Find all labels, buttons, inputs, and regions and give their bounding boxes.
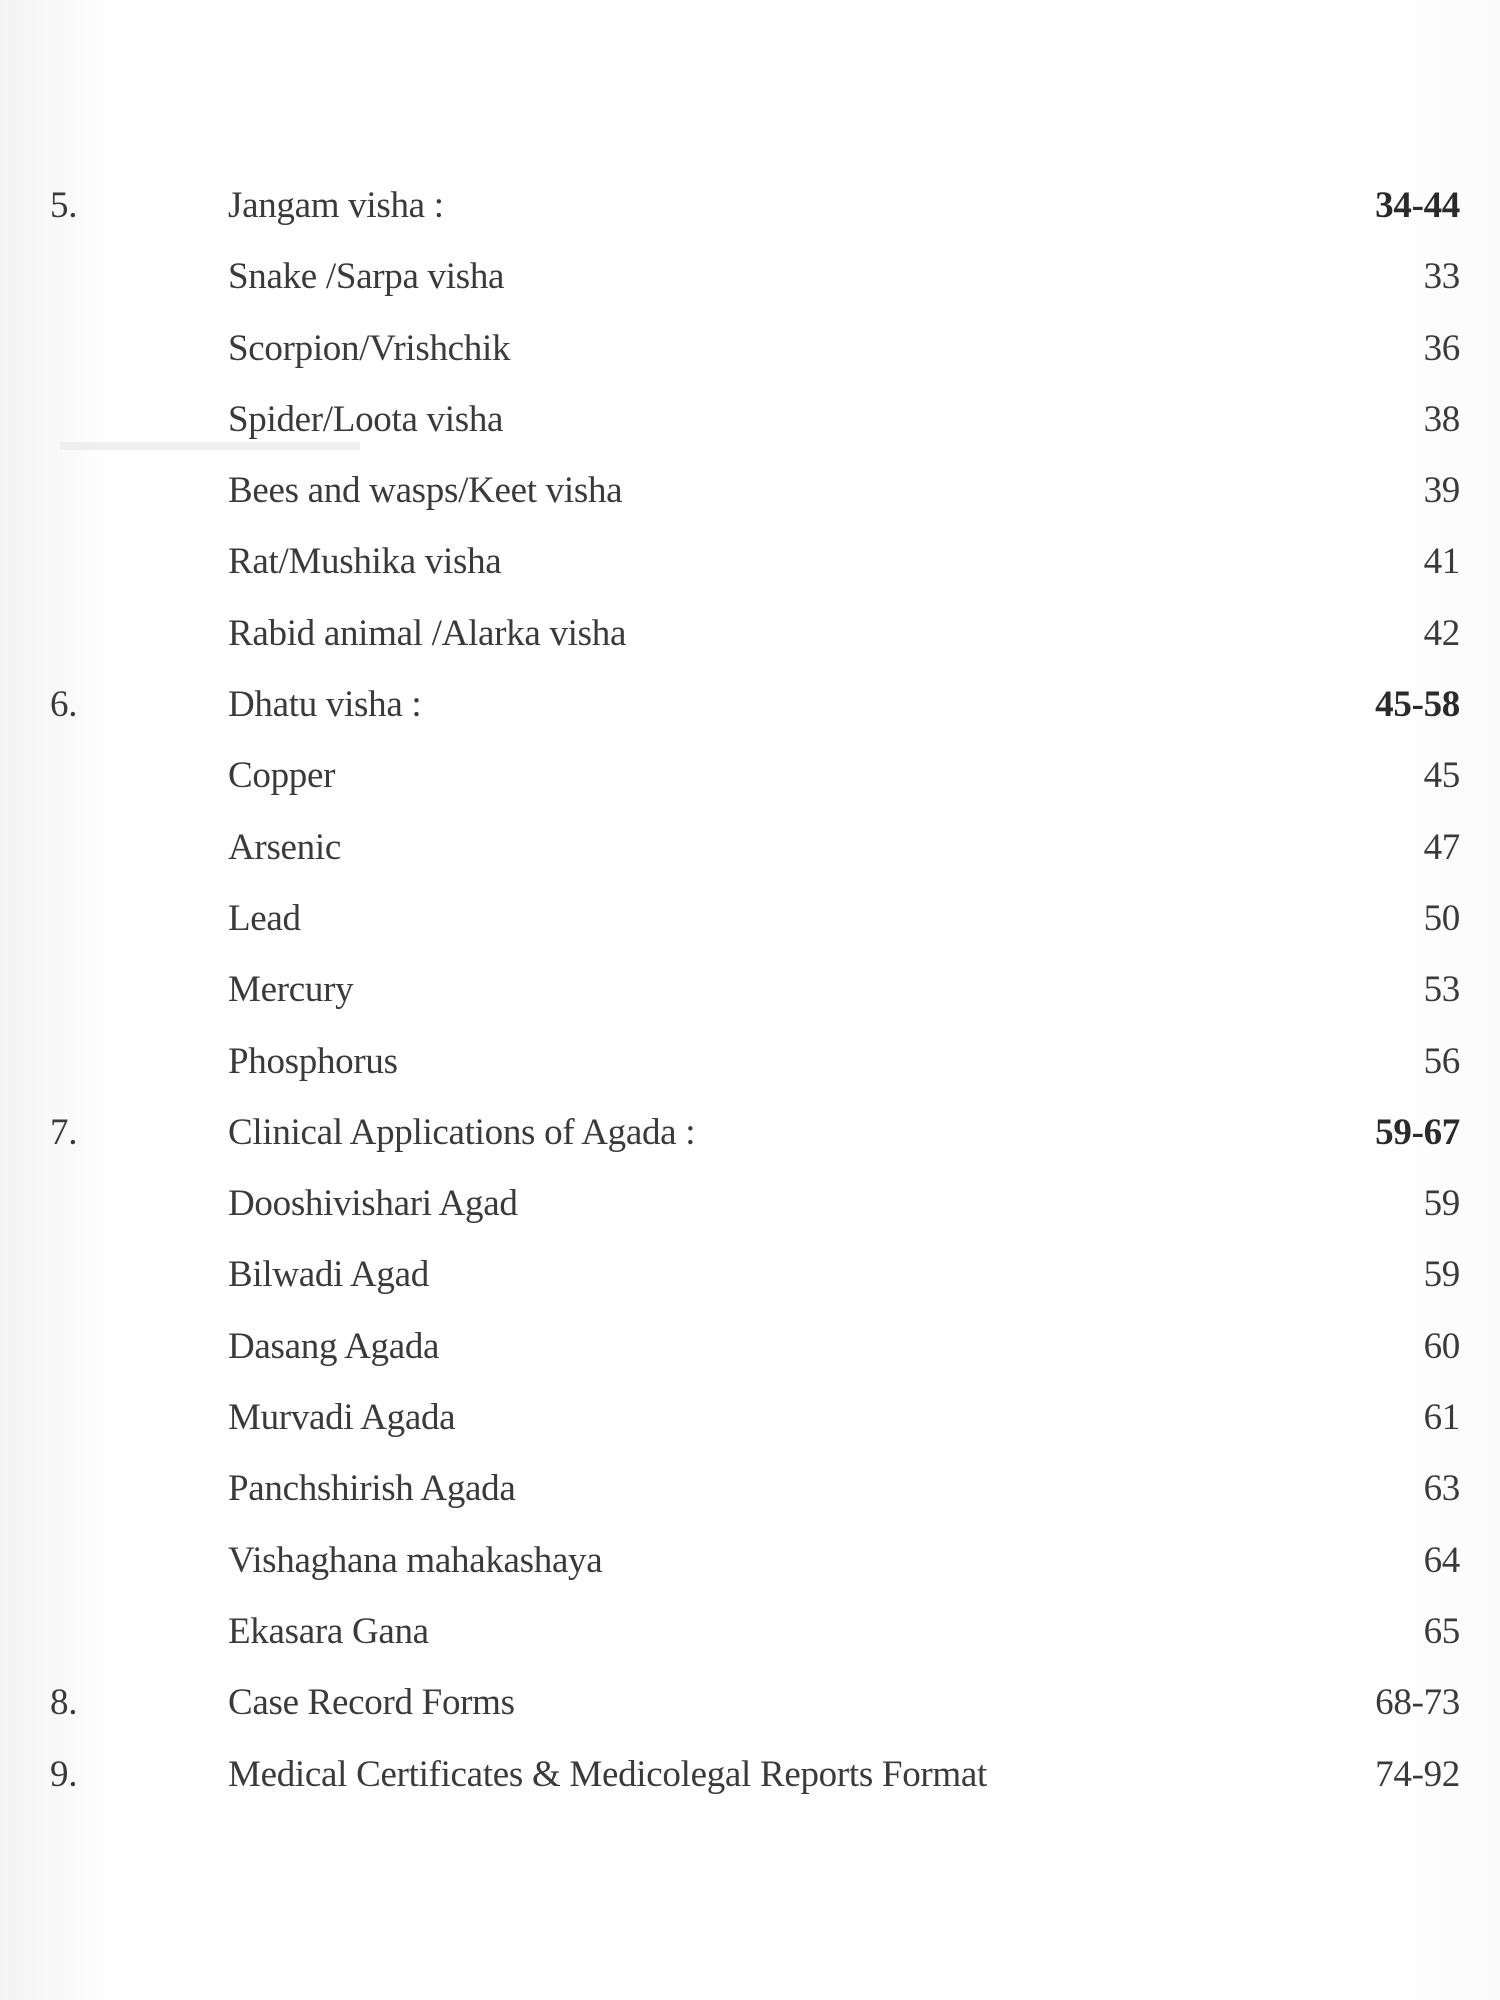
toc-entry-title: Copper — [228, 755, 336, 797]
toc-entry[interactable] — [0, 1382, 1500, 1453]
toc-entry-pages: 59 — [1423, 1254, 1460, 1296]
toc-entry-pages: 47 — [1423, 826, 1460, 868]
toc-entry[interactable] — [0, 1026, 1500, 1097]
toc-entry[interactable] — [0, 313, 1500, 384]
toc-entry[interactable] — [0, 669, 1500, 740]
toc-entry-title: Mercury — [228, 969, 354, 1011]
toc-entry-pages: 63 — [1423, 1468, 1460, 1510]
toc-entry-pages: 34-44 — [1375, 185, 1460, 226]
toc-entry[interactable] — [0, 1311, 1500, 1382]
toc-entry-pages: 61 — [1423, 1397, 1460, 1439]
toc-entry[interactable] — [0, 812, 1500, 883]
toc-entry[interactable] — [0, 1097, 1500, 1168]
toc-entry-title: Murvadi Agada — [228, 1397, 456, 1439]
toc-entry-pages: 33 — [1423, 256, 1460, 298]
toc-entry-number: 9. — [50, 1753, 78, 1795]
toc-entry-number: 8. — [50, 1682, 78, 1724]
toc-entry-pages: 45-58 — [1375, 684, 1460, 726]
toc-entry-title: Medical Certificates & Medicolegal Reports Format — [228, 1753, 987, 1795]
toc-entry-pages: 53 — [1423, 969, 1460, 1011]
toc-entry-title: Rabid animal /Alarka visha — [228, 612, 627, 654]
toc-entry-title: Ekasara Gana — [228, 1610, 429, 1652]
toc-entry-title: Dasang Agada — [228, 1325, 440, 1367]
toc-entry-title: Clinical Applications of Agada : — [228, 1111, 696, 1153]
toc-entry-title: Rat/Mushika visha — [228, 541, 502, 583]
toc-entry[interactable] — [0, 455, 1500, 526]
toc-entry[interactable] — [0, 1168, 1500, 1239]
toc-entry-title: Phosphorus — [228, 1040, 398, 1082]
toc-entry-pages: 59-67 — [1375, 1111, 1460, 1153]
toc-entry-pages: 59 — [1423, 1183, 1460, 1225]
toc-entry-title: Case Record Forms — [228, 1682, 515, 1724]
toc-entry[interactable] — [0, 170, 1500, 241]
toc-entry-pages: 74-92 — [1375, 1753, 1460, 1795]
toc-entry-pages: 41 — [1423, 541, 1460, 583]
toc-entry-pages: 65 — [1423, 1610, 1460, 1652]
toc-entry-title: Dhatu visha : — [228, 684, 422, 726]
toc-entry-title: Panchshirish Agada — [228, 1468, 516, 1510]
toc-entry-pages: 36 — [1423, 327, 1460, 369]
toc-entry-title: Lead — [228, 897, 301, 939]
toc-entry[interactable] — [0, 1667, 1500, 1738]
toc-entry[interactable] — [0, 384, 1500, 455]
toc-entry-title: Vishaghana mahakashaya — [228, 1539, 603, 1581]
toc-entry-number: 6. — [50, 684, 78, 726]
toc-entry-pages: 64 — [1423, 1539, 1460, 1581]
toc-entry[interactable] — [0, 1239, 1500, 1310]
toc-entry-number: 5. — [50, 185, 78, 226]
toc-entry-pages: 68-73 — [1375, 1682, 1460, 1724]
toc-entry-number: 7. — [50, 1111, 78, 1153]
toc-entry[interactable] — [0, 740, 1500, 811]
toc-entry-title: Scorpion/Vrishchik — [228, 327, 511, 369]
toc-entry-pages: 38 — [1423, 398, 1460, 440]
toc-entry[interactable] — [0, 1525, 1500, 1596]
toc-entry-title: Snake /Sarpa visha — [228, 256, 505, 298]
toc-entry-title: Jangam visha : — [228, 185, 444, 226]
toc-entry[interactable] — [0, 883, 1500, 954]
toc-entry-pages: 50 — [1423, 897, 1460, 939]
toc-entry-pages: 39 — [1423, 470, 1460, 512]
toc-entry-title: Spider/Loota visha — [228, 398, 504, 440]
toc-entry[interactable] — [0, 1453, 1500, 1524]
toc-entry-pages: 45 — [1423, 755, 1460, 797]
toc-entry[interactable] — [0, 241, 1500, 312]
toc-entry[interactable] — [0, 526, 1500, 597]
toc-entry[interactable] — [0, 1739, 1500, 1810]
toc-entry-pages: 56 — [1423, 1040, 1460, 1082]
toc-entry[interactable] — [0, 598, 1500, 669]
toc-entry-pages: 60 — [1423, 1325, 1460, 1367]
table-of-contents — [0, 170, 1500, 1810]
toc-entry-title: Dooshivishari Agad — [228, 1183, 518, 1225]
toc-entry-title: Arsenic — [228, 826, 341, 868]
toc-entry-pages: 42 — [1423, 612, 1460, 654]
toc-entry[interactable] — [0, 1596, 1500, 1667]
toc-entry-title: Bilwadi Agad — [228, 1254, 429, 1296]
toc-entry-title: Bees and wasps/Keet visha — [228, 470, 623, 512]
toc-entry[interactable] — [0, 954, 1500, 1025]
